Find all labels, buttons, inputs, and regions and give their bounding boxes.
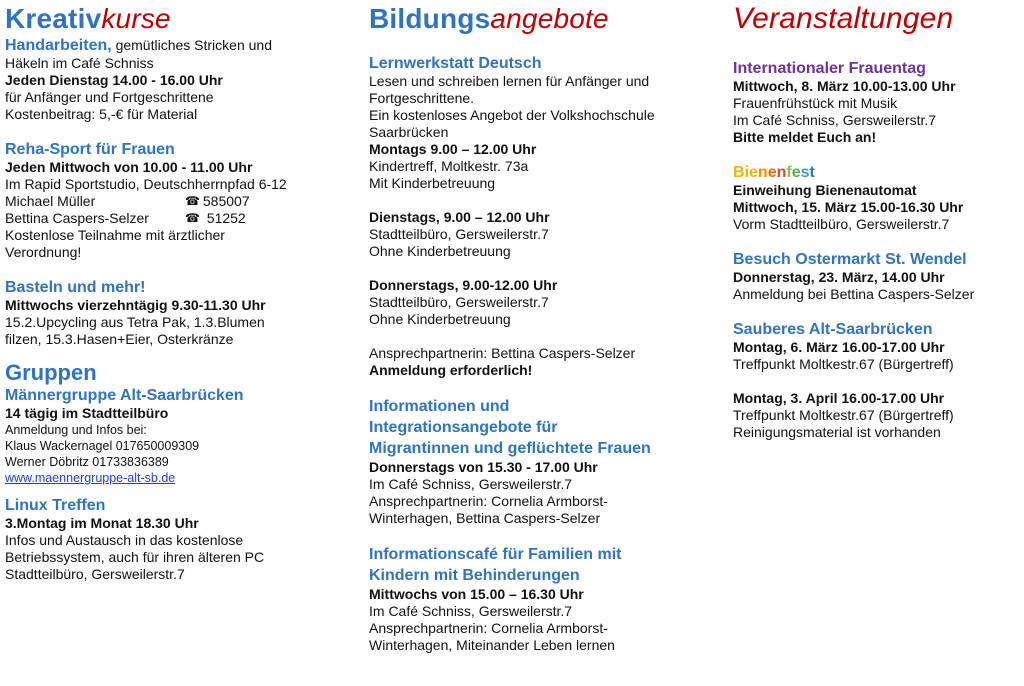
entry-time: Dienstags, 9.00 – 12.00 Uhr	[369, 209, 550, 225]
bienenfest-letter: e	[749, 164, 758, 181]
entry-time: 3.Montag im Monat 18.30 Uhr	[5, 515, 199, 531]
entry-time: Mittwoch, 15. März 15.00-16.30 Uhr	[733, 199, 964, 215]
entry-time: Donnerstags, 9.00-12.00 Uhr	[369, 277, 558, 293]
phone-icon: ☎	[185, 194, 200, 208]
entry-ostermarkt: Besuch Ostermarkt St. Wendel Donnerstag, 23. März, 14.00 Uhr Anmeldung bei Bettina Caspers-Selzer	[733, 250, 1024, 303]
entry-time: Mittwochs vierzehntägig 9.30-11.30 Uhr	[5, 297, 266, 313]
column-veranstaltungen	[733, 0, 1024, 441]
entry-time: Montag, 6. März 16.00-17.00 Uhr	[733, 339, 945, 355]
entry-reha-sport: Reha-Sport für Frauen Jeden Mittwoch von 10.00 - 11.00 Uhr Im Rapid Sportstudio, Deutschherrnpfad 6-12 Michael Müller ☎ 585007 Bettina Caspers-Selzer ☎ 51252 Kostenlose Teilnahme mit ärztlicher Verordnung!	[5, 140, 340, 261]
entry-heading: Basteln und mehr!	[5, 279, 146, 296]
section-title-veranstaltungen: Veranstaltungen	[733, 2, 954, 35]
section-title-kreativkurse: Kreativkurse	[5, 3, 171, 34]
entry-frauentag: Internationaler Frauentag Mittwoch, 8. März 10.00-13.00 Uhr Frauenfrühstück mit Musik Im Café Schniss, Gersweilerstr.7 Bitte meldet Euch an!	[733, 59, 1024, 146]
entry-heading: Besuch Ostermarkt St. Wendel	[733, 251, 967, 268]
entry-time: Montags 9.00 – 12.00 Uhr	[369, 141, 537, 157]
phone-icon: ☎	[185, 211, 200, 225]
entry-heading: Informationscafé für Familien mit	[369, 546, 622, 563]
entry-lernwerkstatt: Lernwerkstatt Deutsch Lesen und schreiben lernen für Anfänger und Fortgeschrittene. Ein kostenloses Angebot der Volkshochschule Saarbrücken Montags 9.00 – 12.00 Uhr Kindertreff, Moltkestr. 73a Mit Kinderbetreuung Dienstags, 9.00 – 12.00 Uhr Stadtteilbüro, Gersweilerstr.7 Ohne Kinderbetreuung Donnerstags, 9.00-12.00 Uhr Stadtteilbüro, Gersweilerstr.7 Ohne Kinderbetreuung Ansprechpartnerin: Bettina Caspers-Selzer Anmeldung erforderlich!	[369, 54, 714, 379]
entry-basteln: Basteln und mehr! Mittwochs vierzehntägig 9.30-11.30 Uhr 15.2.Upcycling aus Tetra Pak, 1.3.Blumen filzen, 15.3.Hasen+Eier, Osterkränze	[5, 278, 340, 348]
entry-time: Jeden Mittwoch von 10.00 - 11.00 Uhr	[5, 159, 253, 175]
entry-maennergruppe: Männergruppe Alt-Saarbrücken 14 tägig im Stadtteilbüro Anmeldung und Infos bei: Klaus Wackernagel 017650009309 Werner Döbritz 01733836389 www.maennergruppe-alt-sb.de	[5, 386, 340, 486]
bienenfest-letter: e	[767, 164, 777, 181]
bienenfest-letter: s	[800, 164, 810, 181]
entry-time: Mittwoch, 8. März 10.00-13.00 Uhr	[733, 78, 956, 94]
column-bildungsangebote	[369, 0, 714, 654]
entry-informationscafe: Informationscafé für Familien mit Kindern mit Behinderungen Mittwochs von 15.00 – 16.30 Uhr Im Café Schniss, Gersweilerstr.7 Ansprechpartnerin: Cornelia Armborst- Winterhagen, Miteinander Leben lernen	[369, 544, 714, 654]
column-kreativkurse	[5, 0, 340, 583]
maennergruppe-link[interactable]: www.maennergruppe-alt-sb.de	[5, 471, 176, 485]
bienenfest-heading	[733, 163, 1024, 182]
entry-heading: Informationen und	[369, 398, 510, 415]
bienenfest-letter: B	[733, 164, 745, 181]
entry-heading: Sauberes Alt-Saarbrücken	[733, 321, 933, 338]
section-title-bildungsangebote: Bildungsangebote	[369, 3, 609, 34]
bienenfest-letter: n	[776, 164, 787, 181]
entry-time: 14 tägig im Stadtteilbüro	[5, 405, 169, 421]
entry-handarbeiten: Handarbeiten, gemütliches Stricken und Häkeln im Café Schniss Jeden Dienstag 14.00 - 16.00 Uhr für Anfänger und Fortgeschrittene Kostenbeitrag: 5,-€ für Material	[5, 36, 340, 123]
entry-heading: Handarbeiten,	[5, 37, 112, 54]
entry-time: Donnerstags von 15.30 - 17.00 Uhr	[369, 459, 598, 475]
entry-heading: Männergruppe Alt-Saarbrücken	[5, 387, 244, 404]
entry-time: Donnerstag, 23. März, 14.00 Uhr	[733, 269, 945, 285]
section-title-gruppen: Gruppen	[5, 360, 97, 385]
bienenfest-letter: i	[744, 164, 750, 181]
bienenfest-letter: n	[757, 164, 768, 181]
bienenfest-letter: t	[809, 164, 815, 181]
bienenfest-letter: e	[791, 164, 801, 181]
entry-sauberes-alt-saarbruecken: Sauberes Alt-Saarbrücken Montag, 6. März 16.00-17.00 Uhr Treffpunkt Moltkestr.67 (Bürgertreff) Montag, 3. April 16.00-17.00 Uhr Treffpunkt Moltkestr.67 (Bürgertreff) Reinigungsmaterial ist vorhanden	[733, 320, 1024, 441]
entry-heading: Internationaler Frauentag	[733, 60, 926, 77]
entry-time: Montag, 3. April 16.00-17.00 Uhr	[733, 390, 945, 406]
entry-linux-treffen: Linux Treffen 3.Montag im Monat 18.30 Uhr Infos und Austausch in das kostenlose Betriebssystem, auch für ihren älteren PC Stadtteilbüro, Gersweilerstr.7	[5, 496, 340, 583]
entry-informationen-integration: Informationen und Integrationsangebote für Migrantinnen und geflüchtete Frauen Donnerstags von 15.30 - 17.00 Uhr Im Café Schniss, Gersweilerstr.7 Ansprechpartnerin: Cornelia Armborst- Winterhagen, Bettina Caspers-Selzer	[369, 396, 714, 527]
entry-heading: Reha-Sport für Frauen	[5, 141, 175, 158]
bienenfest-letter: f	[786, 164, 792, 181]
entry-time: Jeden Dienstag 14.00 - 16.00 Uhr	[5, 72, 223, 88]
entry-time: Mittwochs von 15.00 – 16.30 Uhr	[369, 586, 584, 602]
entry-bienenfest: Bienenfest Einweihung Bienenautomat Mittwoch, 15. März 15.00-16.30 Uhr Vorm Stadtteilbüro, Gersweilerstr.7	[733, 163, 1024, 233]
entry-heading: Lernwerkstatt Deutsch	[369, 55, 542, 72]
entry-heading: Linux Treffen	[5, 497, 106, 514]
